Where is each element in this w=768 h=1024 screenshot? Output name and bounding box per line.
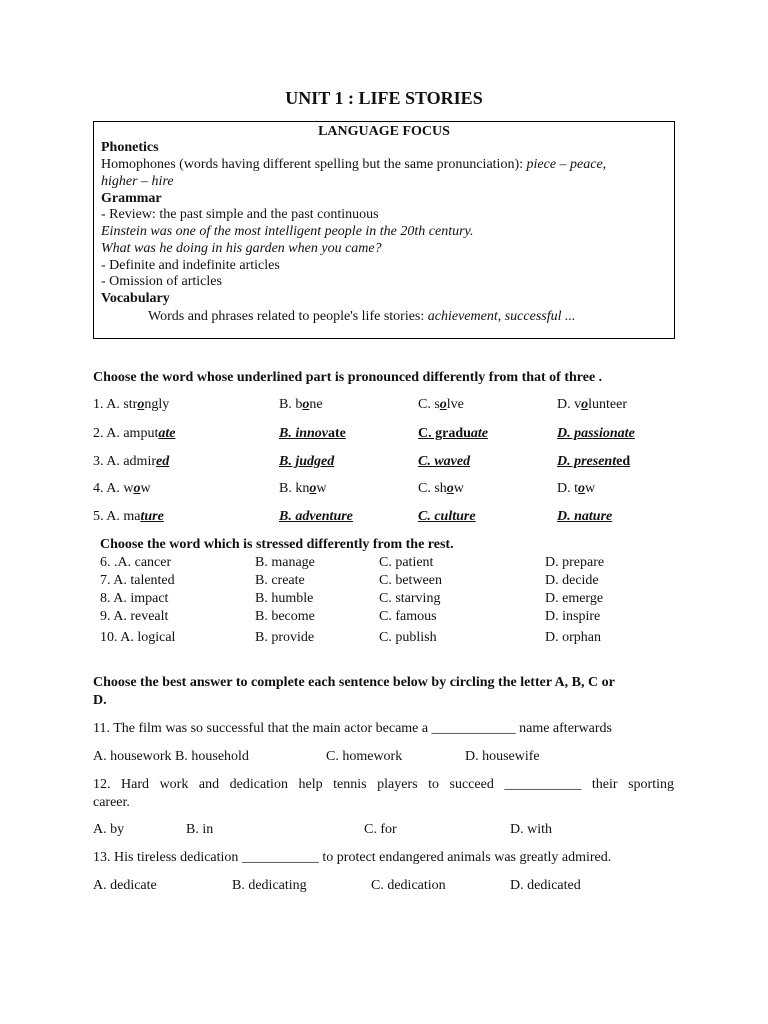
- vocabulary-examples: achievement, successful ...: [427, 309, 576, 324]
- q2-a-pre: 2. A. amput: [93, 426, 159, 441]
- q4-option-b: [279, 481, 326, 497]
- q8-option-b: B. humble: [255, 591, 314, 606]
- q1-option-b: [279, 397, 323, 413]
- q3-d-post: ed: [616, 454, 631, 469]
- grammar-example-2: What was he doing in his garden when you came?: [101, 241, 382, 256]
- q2-option-a: [93, 426, 175, 442]
- q6-option-d: D. prepare: [545, 555, 605, 570]
- grammar-example-1: Einstein was one of the most intelligent people in the 20th century.: [101, 224, 474, 239]
- q7-option-c: C. between: [379, 573, 442, 588]
- q4-d-post: w: [585, 481, 596, 496]
- q12-option-d: D. with: [510, 822, 552, 837]
- language-focus-box: [93, 121, 675, 339]
- grammar-item-3: - Omission of articles: [101, 274, 222, 289]
- q12-option-b: B. in: [186, 822, 214, 837]
- q2-option-d: D. passionate: [557, 426, 635, 441]
- q9-option-c: C. famous: [379, 609, 437, 624]
- homophones-text: Homophones (words having different spelling but the same pronunciation):: [101, 157, 527, 172]
- q5-option-c: C. culture: [418, 509, 476, 524]
- section3-instruction-line1: Choose the best answer to complete each sentence below by circling the letter A, B, C or: [93, 675, 615, 690]
- q5-a-pre: 5. A. ma: [93, 509, 141, 524]
- q11-option-ab: A. housework B. household: [93, 749, 249, 764]
- q1-d-underlined: o: [581, 397, 589, 412]
- q3-option-a: [93, 454, 169, 470]
- q3-option-c: C. waved: [418, 454, 471, 469]
- q5-option-a: [93, 509, 164, 525]
- q3-a-underlined: ed: [156, 454, 170, 469]
- q3-a-pre: 3. A. admir: [93, 454, 156, 469]
- q6-option-c: C. patient: [379, 555, 434, 570]
- section2-instruction: Choose the word which is stressed differently from the rest.: [100, 537, 454, 552]
- q4-b-post: w: [316, 481, 327, 496]
- homophones-line: [101, 157, 606, 173]
- q5-a-underlined: ture: [140, 509, 164, 524]
- q1-d-pre: D. v: [557, 397, 582, 412]
- q7-option-d: D. decide: [545, 573, 599, 588]
- q12-text-line2: career.: [93, 795, 130, 810]
- q2-option-c: [418, 426, 488, 442]
- q5-option-b: B. adventure: [279, 509, 353, 524]
- q2-b-post: ate: [328, 426, 346, 441]
- q2-option-b: [279, 426, 346, 442]
- q13-option-c: C. dedication: [371, 878, 446, 893]
- q1-b-pre: B. b: [279, 397, 303, 412]
- q1-a-underlined: o: [137, 397, 145, 412]
- q4-option-a: [93, 481, 151, 497]
- q11-text: 11. The film was so successful that the main actor became a ____________ name afterwards: [93, 721, 613, 736]
- q4-c-post: w: [453, 481, 464, 496]
- q10-option-c: C. publish: [379, 630, 437, 645]
- q1-c-underlined: o: [439, 397, 447, 412]
- q4-a-underlined: o: [133, 481, 141, 496]
- q1-a-pre: 1. A. str: [93, 397, 138, 412]
- q1-c-post: lve: [446, 397, 464, 412]
- vocabulary-line: [148, 309, 576, 325]
- q1-option-c: [418, 397, 464, 413]
- q8-option-c: C. starving: [379, 591, 441, 606]
- q3-d-underlined: D. present: [557, 454, 617, 469]
- q2-c-underlined: C. gradu: [418, 426, 471, 441]
- q9-option-a: 9. A. revealt: [100, 609, 169, 624]
- grammar-heading: Grammar: [101, 191, 162, 206]
- q10-option-a: 10. A. logical: [100, 630, 176, 645]
- q13-text: 13. His tireless dedication ___________ to protect endangered animals was greatly admired.: [93, 850, 612, 865]
- q13-option-b: B. dedicating: [232, 878, 307, 893]
- q11-option-d: D. housewife: [465, 749, 540, 764]
- q4-a-post: w: [140, 481, 151, 496]
- q1-b-underlined: o: [302, 397, 310, 412]
- q8-option-a: 8. A. impact: [100, 591, 169, 606]
- q4-c-pre: C. sh: [418, 481, 447, 496]
- grammar-item-1: - Review: the past simple and the past continuous: [101, 207, 379, 222]
- language-focus-heading: LANGUAGE FOCUS: [318, 124, 450, 139]
- q12-option-a: A. by: [93, 822, 125, 837]
- q12-text-line1: 12. Hard work and dedication help tennis players to succeed ___________ their sporting: [93, 777, 674, 792]
- q6-option-b: B. manage: [255, 555, 315, 570]
- q5-option-d: D. nature: [557, 509, 613, 524]
- q13-option-a: A. dedicate: [93, 878, 157, 893]
- q2-c-post: ate: [470, 426, 489, 441]
- q1-option-a: [93, 397, 169, 413]
- q9-option-b: B. become: [255, 609, 315, 624]
- homophones-example-1: piece – peace,: [526, 157, 607, 172]
- q4-c-underlined: o: [446, 481, 454, 496]
- q10-option-d: D. orphan: [545, 630, 601, 645]
- q4-option-d: [557, 481, 595, 497]
- q4-a-pre: 4. A. w: [93, 481, 134, 496]
- homophones-example-2: higher – hire: [101, 174, 174, 189]
- q7-option-a: 7. A. talented: [100, 573, 175, 588]
- q1-d-post: lunteer: [588, 397, 627, 412]
- q13-option-d: D. dedicated: [510, 878, 581, 893]
- q11-option-c: C. homework: [326, 749, 403, 764]
- q2-b-underlined: B. innov: [279, 426, 329, 441]
- q1-c-pre: C. s: [418, 397, 440, 412]
- q4-option-c: [418, 481, 464, 497]
- q12-option-c: C. for: [364, 822, 397, 837]
- section1-instruction: Choose the word whose underlined part is pronounced differently from that of three .: [93, 370, 603, 385]
- grammar-item-2: - Definite and indefinite articles: [101, 258, 280, 273]
- q4-d-underlined: o: [578, 481, 585, 496]
- page-title: UNIT 1 : LIFE STORIES: [285, 88, 483, 108]
- q4-b-underlined: o: [309, 481, 317, 496]
- q6-option-a: 6. .A. cancer: [100, 555, 172, 570]
- q3-option-b: B. judged: [279, 454, 335, 469]
- q7-option-b: B. create: [255, 573, 305, 588]
- q8-option-d: D. emerge: [545, 591, 604, 606]
- q9-option-d: D. inspire: [545, 609, 601, 624]
- q3-option-d: [557, 454, 630, 470]
- q2-a-underlined: ate: [158, 426, 176, 441]
- q1-a-post: ngly: [144, 397, 170, 412]
- section3-instruction-line2: D.: [93, 693, 107, 708]
- vocabulary-text: Words and phrases related to people's life stories:: [148, 309, 428, 324]
- vocabulary-heading: Vocabulary: [101, 291, 170, 306]
- q1-b-post: ne: [309, 397, 323, 412]
- q1-option-d: [557, 397, 627, 413]
- q4-b-pre: B. kn: [279, 481, 310, 496]
- q10-option-b: B. provide: [255, 630, 315, 645]
- phonetics-heading: Phonetics: [101, 140, 159, 155]
- q4-d-pre: D. t: [557, 481, 578, 496]
